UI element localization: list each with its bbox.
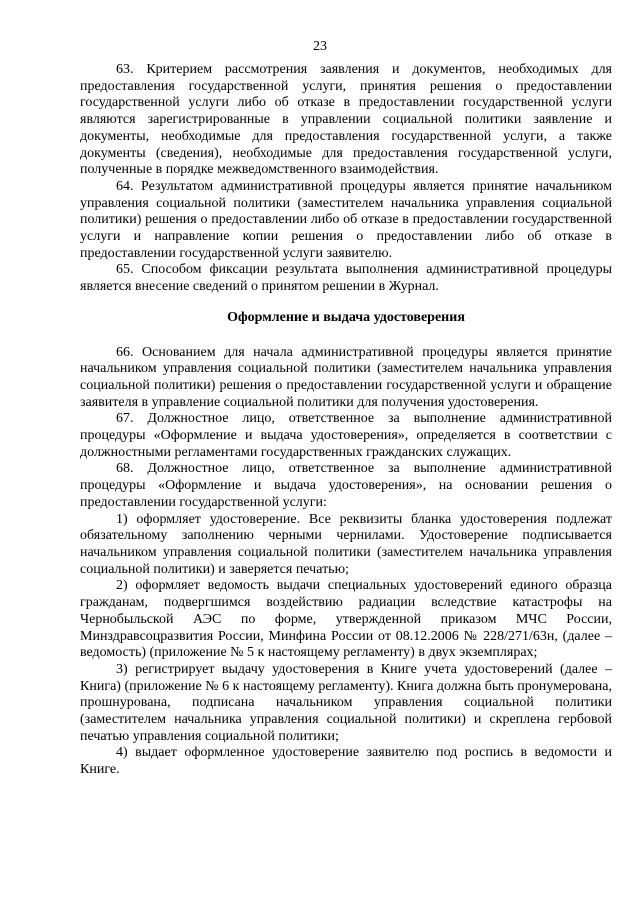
- paragraph-67: 67. Должностное лицо, ответственное за выполнение административной процедуры «Оформление и выдача удостоверения», определяется в соответствии с должностными регламентами государственных гражданских служащих.: [80, 411, 612, 460]
- paragraph-64: 64. Результатом административной процедуры является принятие начальником управления социальной политики (заместителем начальника управления социальной политики) решения о предоставлении либо об отказе в предоставлении государственной услуги и направление копии решения о предоставлении либо об отказе в предоставлении государственной услуги заявителю.: [80, 178, 612, 261]
- paragraph-63: 63. Критерием рассмотрения заявления и документов, необходимых для предоставления государственной услуги, принятия решения о предоставлении государственной услуги либо об отказе в предоставлении государственной услуги являются зарегистрированные в управлении социальной политики заявление и документы, необходимые для предоставления государственной услуги, а также документы (сведения), необходимые для предоставления государственной услуги, полученные в порядке межведомственного взаимодействия.: [80, 62, 612, 178]
- section-heading: Оформление и выдача удостоверения: [227, 309, 465, 325]
- list-item-4: 4) выдает оформленное удостоверение заявителю под роспись в ведомости и Книге.: [80, 745, 612, 778]
- page-number: 23: [313, 39, 327, 54]
- list-item-1: 1) оформляет удостоверение. Все реквизиты бланка удостоверения подлежат обязательному заполнению черными чернилами. Удостоверение подписывается начальником управления социальной политики (заместителем начальника управления социальной политики) и заверяется печатью;: [80, 511, 612, 577]
- paragraph-66: 66. Основанием для начала административной процедуры является принятие начальником управления социальной политики (заместителем начальника управления социальной политики) решения о предоставлении государственной услуги и обращение заявителя в управление социальной политики для получения удостоверения.: [80, 344, 612, 410]
- list-item-3: 3) регистрирует выдачу удостоверения в Книге учета удостоверений (далее – Книга) (приложение № 6 к настоящему регламенту). Книга должна быть пронумерована, прошнурована, подписана начальником управления социальной политики (заместителем начальника управления социальной политики) и скреплена гербовой печатью управления социальной политики;: [80, 661, 612, 744]
- list-item-2: 2) оформляет ведомость выдачи специальных удостоверений единого образца гражданам, подвергшимся воздействию радиации вследствие катастрофы на Чернобыльской АЭС по форме, утвержденной приказом МЧС России, Минздравсоцразвития России, Минфина России от 08.12.2006 № 228/271/63н, (далее – ведомость) (приложение № 5 к настоящему регламенту) в двух экземплярах;: [80, 578, 612, 661]
- paragraph-68: 68. Должностное лицо, ответственное за выполнение административной процедуры «Оформление и выдача удостоверения», на основании решения о предоставлении государственной услуги:: [80, 461, 612, 510]
- paragraph-65: 65. Способом фиксации результата выполнения административной процедуры является внесение сведений о принятом решении в Журнал.: [80, 262, 612, 295]
- document-body: [80, 62, 612, 779]
